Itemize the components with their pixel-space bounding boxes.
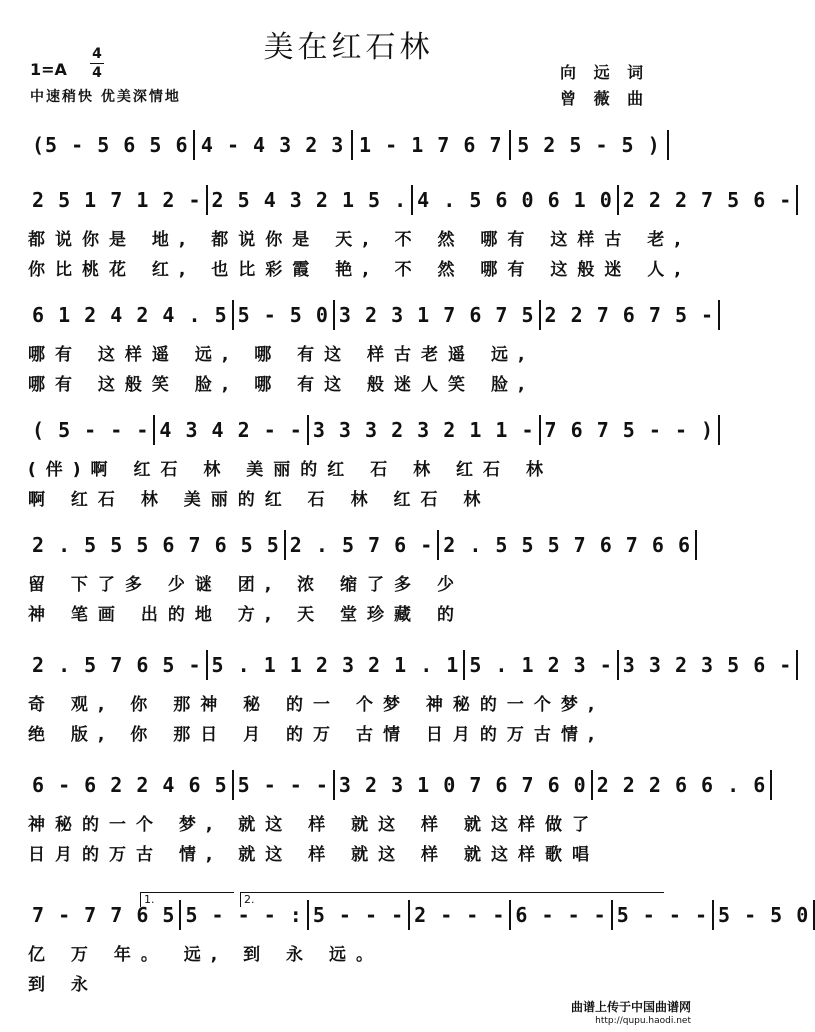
measure: 5 2 5 - 5 ) xyxy=(511,130,669,160)
measure: 5 - 5 0 xyxy=(714,900,815,930)
measure: ( 5 - - - xyxy=(28,415,155,445)
measure: 6 - 6 2 2 4 6 5 xyxy=(28,770,234,800)
measure: 5 - - - : xyxy=(181,900,308,930)
measure: 6 1 2 4 2 4 . 5 xyxy=(28,300,234,330)
lyric-verse-1: 都说你是 地, 都说你是 天, 不 然 哪有 这样古 老, xyxy=(28,230,691,250)
measure: 2 . 5 5 5 7 6 7 6 6 xyxy=(439,530,697,560)
volta-ending-1: 1. xyxy=(140,892,234,907)
note-row xyxy=(28,185,793,215)
note-row xyxy=(28,415,715,445)
score-line xyxy=(0,185,793,280)
lyric-verse-2: 绝 版, 你 那日 月 的万 古情 日月的万古情, xyxy=(28,725,605,745)
score-line xyxy=(0,415,715,510)
lyric-verse-2: 神 笔画 出的地 方, 天 堂珍藏 的 xyxy=(28,605,464,625)
score-line xyxy=(0,900,810,995)
measure: 2 2 2 6 6 . 6 xyxy=(593,770,773,800)
lyricist-credit: 向 远 词 xyxy=(560,63,650,82)
lyric-verse-2: 你比桃花 红, 也比彩霞 艳, 不 然 哪有 这般迷 人, xyxy=(28,260,691,280)
lyric-verse-1: 奇 观, 你 那神 秘 的一 个梦 神秘的一个梦, xyxy=(28,695,605,715)
lyric-verse-1: 亿 万 年。 远, 到 永 远。 xyxy=(28,945,383,965)
measure: 5 . 1 2 3 - xyxy=(465,650,618,680)
measure: 5 - 5 0 xyxy=(234,300,335,330)
key-signature: 1=A xyxy=(30,60,67,79)
score-line xyxy=(0,530,697,625)
lyric-verse-1: 神秘的一个 梦, 就这 样 就这 样 就这样做了 xyxy=(28,815,599,835)
measure: 5 - - - xyxy=(234,770,335,800)
measure: 1 - 1 7 6 7 xyxy=(353,130,511,160)
note-row xyxy=(28,770,767,800)
volta-ending-2: 2. xyxy=(240,892,664,907)
source-footer xyxy=(571,1000,691,1028)
measure: 2 5 1 7 1 2 - xyxy=(28,185,208,215)
measure: 4 . 5 6 0 6 1 0 xyxy=(413,185,619,215)
measure: 2 5 4 3 2 1 5 . xyxy=(208,185,414,215)
note-row xyxy=(28,650,793,680)
measure: 7 6 7 5 - - ) xyxy=(541,415,721,445)
measure: 3 3 2 3 5 6 - xyxy=(619,650,799,680)
measure: 2 2 7 6 7 5 - xyxy=(541,300,721,330)
measure: 5 - - - xyxy=(613,900,714,930)
measure: 4 - 4 3 2 3 xyxy=(195,130,353,160)
measure: 6 - - - xyxy=(511,900,612,930)
score-line xyxy=(0,300,715,395)
measure: 5 - - - xyxy=(309,900,410,930)
note-row xyxy=(28,530,692,560)
measure: 7 - 7 7 6 5 xyxy=(28,900,181,930)
lyric-verse-1: 留 下了多 少谜 团, 浓 缩了多 少 xyxy=(28,575,464,595)
lyric-verse-2: 日月的万古 情, 就这 样 就这 样 就这样歌唱 xyxy=(28,845,599,865)
measure: 5 . 1 1 2 3 2 1 . 1 xyxy=(208,650,466,680)
tempo-marking: 中速稍快 优美深情地 xyxy=(30,89,181,105)
song-title: 美在红石林 xyxy=(263,30,434,65)
note-row xyxy=(28,300,715,330)
measure: 2 . 5 7 6 - xyxy=(286,530,439,560)
lyric-verse-2: 啊 红石 林 美丽的红 石 林 红石 林 xyxy=(28,490,491,510)
time-signature xyxy=(90,46,104,81)
measure: 3 3 3 2 3 2 1 1 - xyxy=(309,415,541,445)
measure: 2 . 5 5 5 6 7 6 5 5 xyxy=(28,530,286,560)
lyric-verse-1: 哪有 这样遥 远, 哪 有这 样古老遥 远, xyxy=(28,345,535,365)
measure: 2 2 2 7 5 6 - xyxy=(619,185,799,215)
score-line xyxy=(0,770,767,865)
footer-url: http://qupu.haodi.net xyxy=(595,1016,691,1026)
measure: (5 - 5 6 5 6 xyxy=(28,130,195,160)
time-sig-bottom: 4 xyxy=(92,65,102,81)
measure: 2 - - - xyxy=(410,900,511,930)
measure: 3 2 3 1 0 7 6 7 6 0 xyxy=(335,770,593,800)
lyric-verse-2: 到 永 xyxy=(28,975,98,995)
lyric-verse-2: 哪有 这般笑 脸, 哪 有这 般迷人笑 脸, xyxy=(28,375,535,395)
score-line xyxy=(0,650,793,745)
footer-site-name: 曲谱上传于中国曲谱网 xyxy=(570,1000,691,1014)
measure: 2 . 5 7 6 5 - xyxy=(28,650,208,680)
measure: 3 2 3 1 7 6 7 5 xyxy=(335,300,541,330)
time-sig-top: 4 xyxy=(92,46,102,62)
composer-credit: 曾 薇 曲 xyxy=(560,89,650,108)
lyric-verse-1: (伴)啊 红石 林 美丽的红 石 林 红石 林 xyxy=(28,460,553,480)
note-row xyxy=(28,130,669,160)
measure: 4 3 4 2 - - xyxy=(155,415,308,445)
